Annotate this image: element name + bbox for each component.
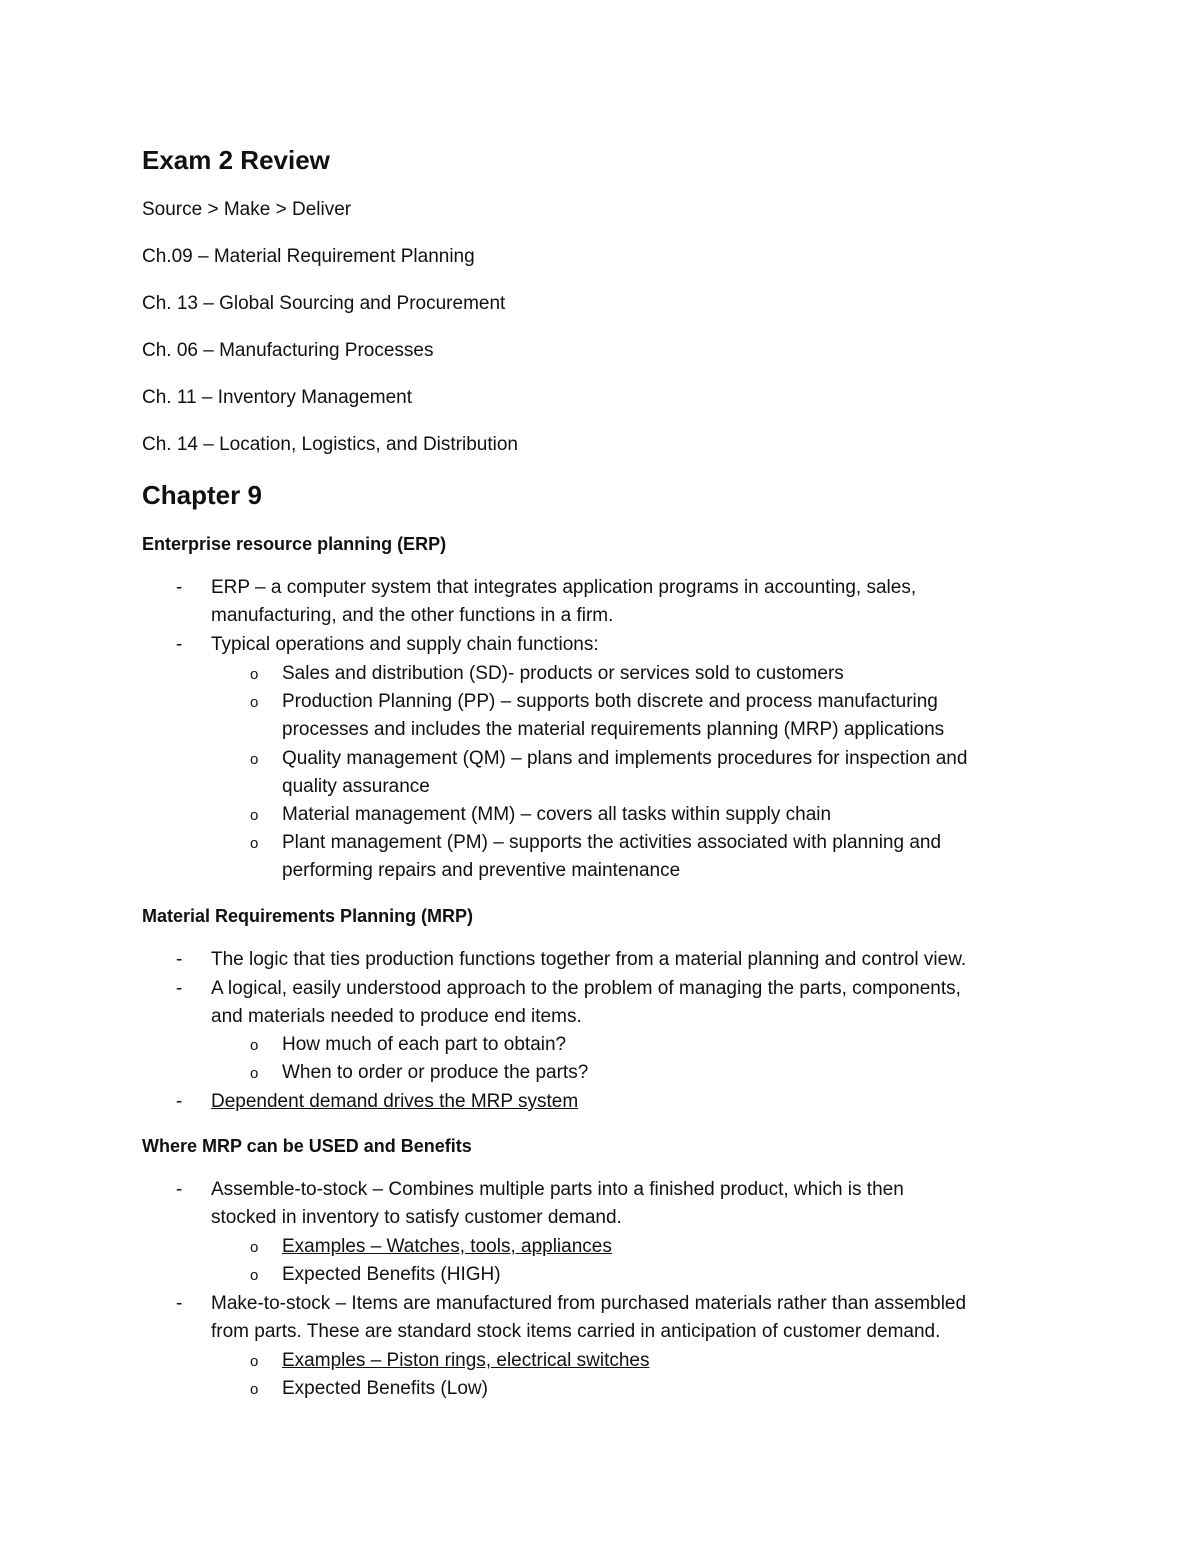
erp-function-item-cont: processes and includes the material requirements planning (MRP) applications bbox=[282, 719, 945, 740]
circle-bullet: o bbox=[250, 807, 259, 824]
make-to-stock-line1: Make-to-stock – Items are manufactured from purchased materials rather than assembled bbox=[211, 1293, 967, 1314]
chapter-item: Ch. 13 – Global Sourcing and Procurement bbox=[142, 293, 506, 314]
erp-definition-line1: ERP – a computer system that integrates application programs in accounting, sales, bbox=[211, 577, 917, 598]
dash-bullet: - bbox=[176, 949, 183, 970]
dash-bullet: - bbox=[176, 1293, 183, 1314]
chapter-item: Ch. 14 – Location, Logistics, and Distribution bbox=[142, 434, 518, 455]
circle-bullet: o bbox=[250, 1267, 259, 1284]
dash-bullet: - bbox=[176, 1179, 183, 1200]
assemble-to-stock-benefits: Expected Benefits (HIGH) bbox=[282, 1264, 501, 1285]
erp-function-item: Material management (MM) – covers all tasks within supply chain bbox=[282, 804, 832, 825]
dash-bullet: - bbox=[176, 1091, 183, 1112]
mrp-approach-line2: and materials needed to produce end items. bbox=[211, 1006, 582, 1027]
dash-bullet: - bbox=[176, 577, 183, 598]
section-heading-erp: Enterprise resource planning (ERP) bbox=[142, 534, 447, 554]
chapter-item: Ch. 06 – Manufacturing Processes bbox=[142, 340, 434, 361]
erp-function-item-cont: performing repairs and preventive maintenance bbox=[282, 860, 681, 881]
erp-function-item: Quality management (QM) – plans and implements procedures for inspection and bbox=[282, 748, 968, 769]
make-to-stock-benefits: Expected Benefits (Low) bbox=[282, 1378, 488, 1399]
flow-line: Source > Make > Deliver bbox=[142, 199, 352, 220]
section-heading-mrp: Material Requirements Planning (MRP) bbox=[142, 906, 474, 926]
make-to-stock-line2: from parts. These are standard stock items carried in anticipation of customer demand. bbox=[211, 1321, 941, 1342]
circle-bullet: o bbox=[250, 1353, 259, 1370]
circle-bullet: o bbox=[250, 694, 259, 711]
mrp-approach-line1: A logical, easily understood approach to the problem of managing the parts, components, bbox=[211, 978, 961, 999]
circle-bullet: o bbox=[250, 835, 259, 852]
assemble-to-stock-line2: stocked in inventory to satisfy customer demand. bbox=[211, 1207, 622, 1228]
erp-typical-functions: Typical operations and supply chain functions: bbox=[211, 634, 599, 655]
assemble-to-stock-line1: Assemble-to-stock – Combines multiple parts into a finished product, which is then bbox=[211, 1179, 904, 1200]
mrp-question: When to order or produce the parts? bbox=[282, 1062, 589, 1083]
chapter-item: Ch. 11 – Inventory Management bbox=[142, 387, 413, 408]
circle-bullet: o bbox=[250, 1037, 259, 1054]
assemble-to-stock-examples: Examples – Watches, tools, appliances bbox=[282, 1236, 612, 1257]
circle-bullet: o bbox=[250, 666, 259, 683]
erp-function-item: Production Planning (PP) – supports both discrete and process manufacturing bbox=[282, 691, 938, 712]
dash-bullet: - bbox=[176, 634, 183, 655]
document-title: Exam 2 Review bbox=[142, 145, 330, 175]
make-to-stock-examples: Examples – Piston rings, electrical switches bbox=[282, 1350, 650, 1371]
erp-function-item: Plant management (PM) – supports the activities associated with planning and bbox=[282, 832, 942, 853]
circle-bullet: o bbox=[250, 1065, 259, 1082]
circle-bullet: o bbox=[250, 1381, 259, 1398]
chapter-heading: Chapter 9 bbox=[142, 480, 262, 510]
circle-bullet: o bbox=[250, 751, 259, 768]
mrp-logic: The logic that ties production functions together from a material planning and control view. bbox=[211, 949, 967, 970]
dash-bullet: - bbox=[176, 978, 183, 999]
circle-bullet: o bbox=[250, 1239, 259, 1256]
erp-definition-line2: manufacturing, and the other functions in a firm. bbox=[211, 605, 614, 626]
section-heading-where-mrp: Where MRP can be USED and Benefits bbox=[142, 1136, 472, 1156]
mrp-dependent-demand: Dependent demand drives the MRP system bbox=[211, 1091, 579, 1112]
erp-function-item-cont: quality assurance bbox=[282, 776, 430, 797]
erp-function-item: Sales and distribution (SD)- products or services sold to customers bbox=[282, 663, 844, 684]
chapter-item: Ch.09 – Material Requirement Planning bbox=[142, 246, 475, 267]
mrp-question: How much of each part to obtain? bbox=[282, 1034, 567, 1055]
